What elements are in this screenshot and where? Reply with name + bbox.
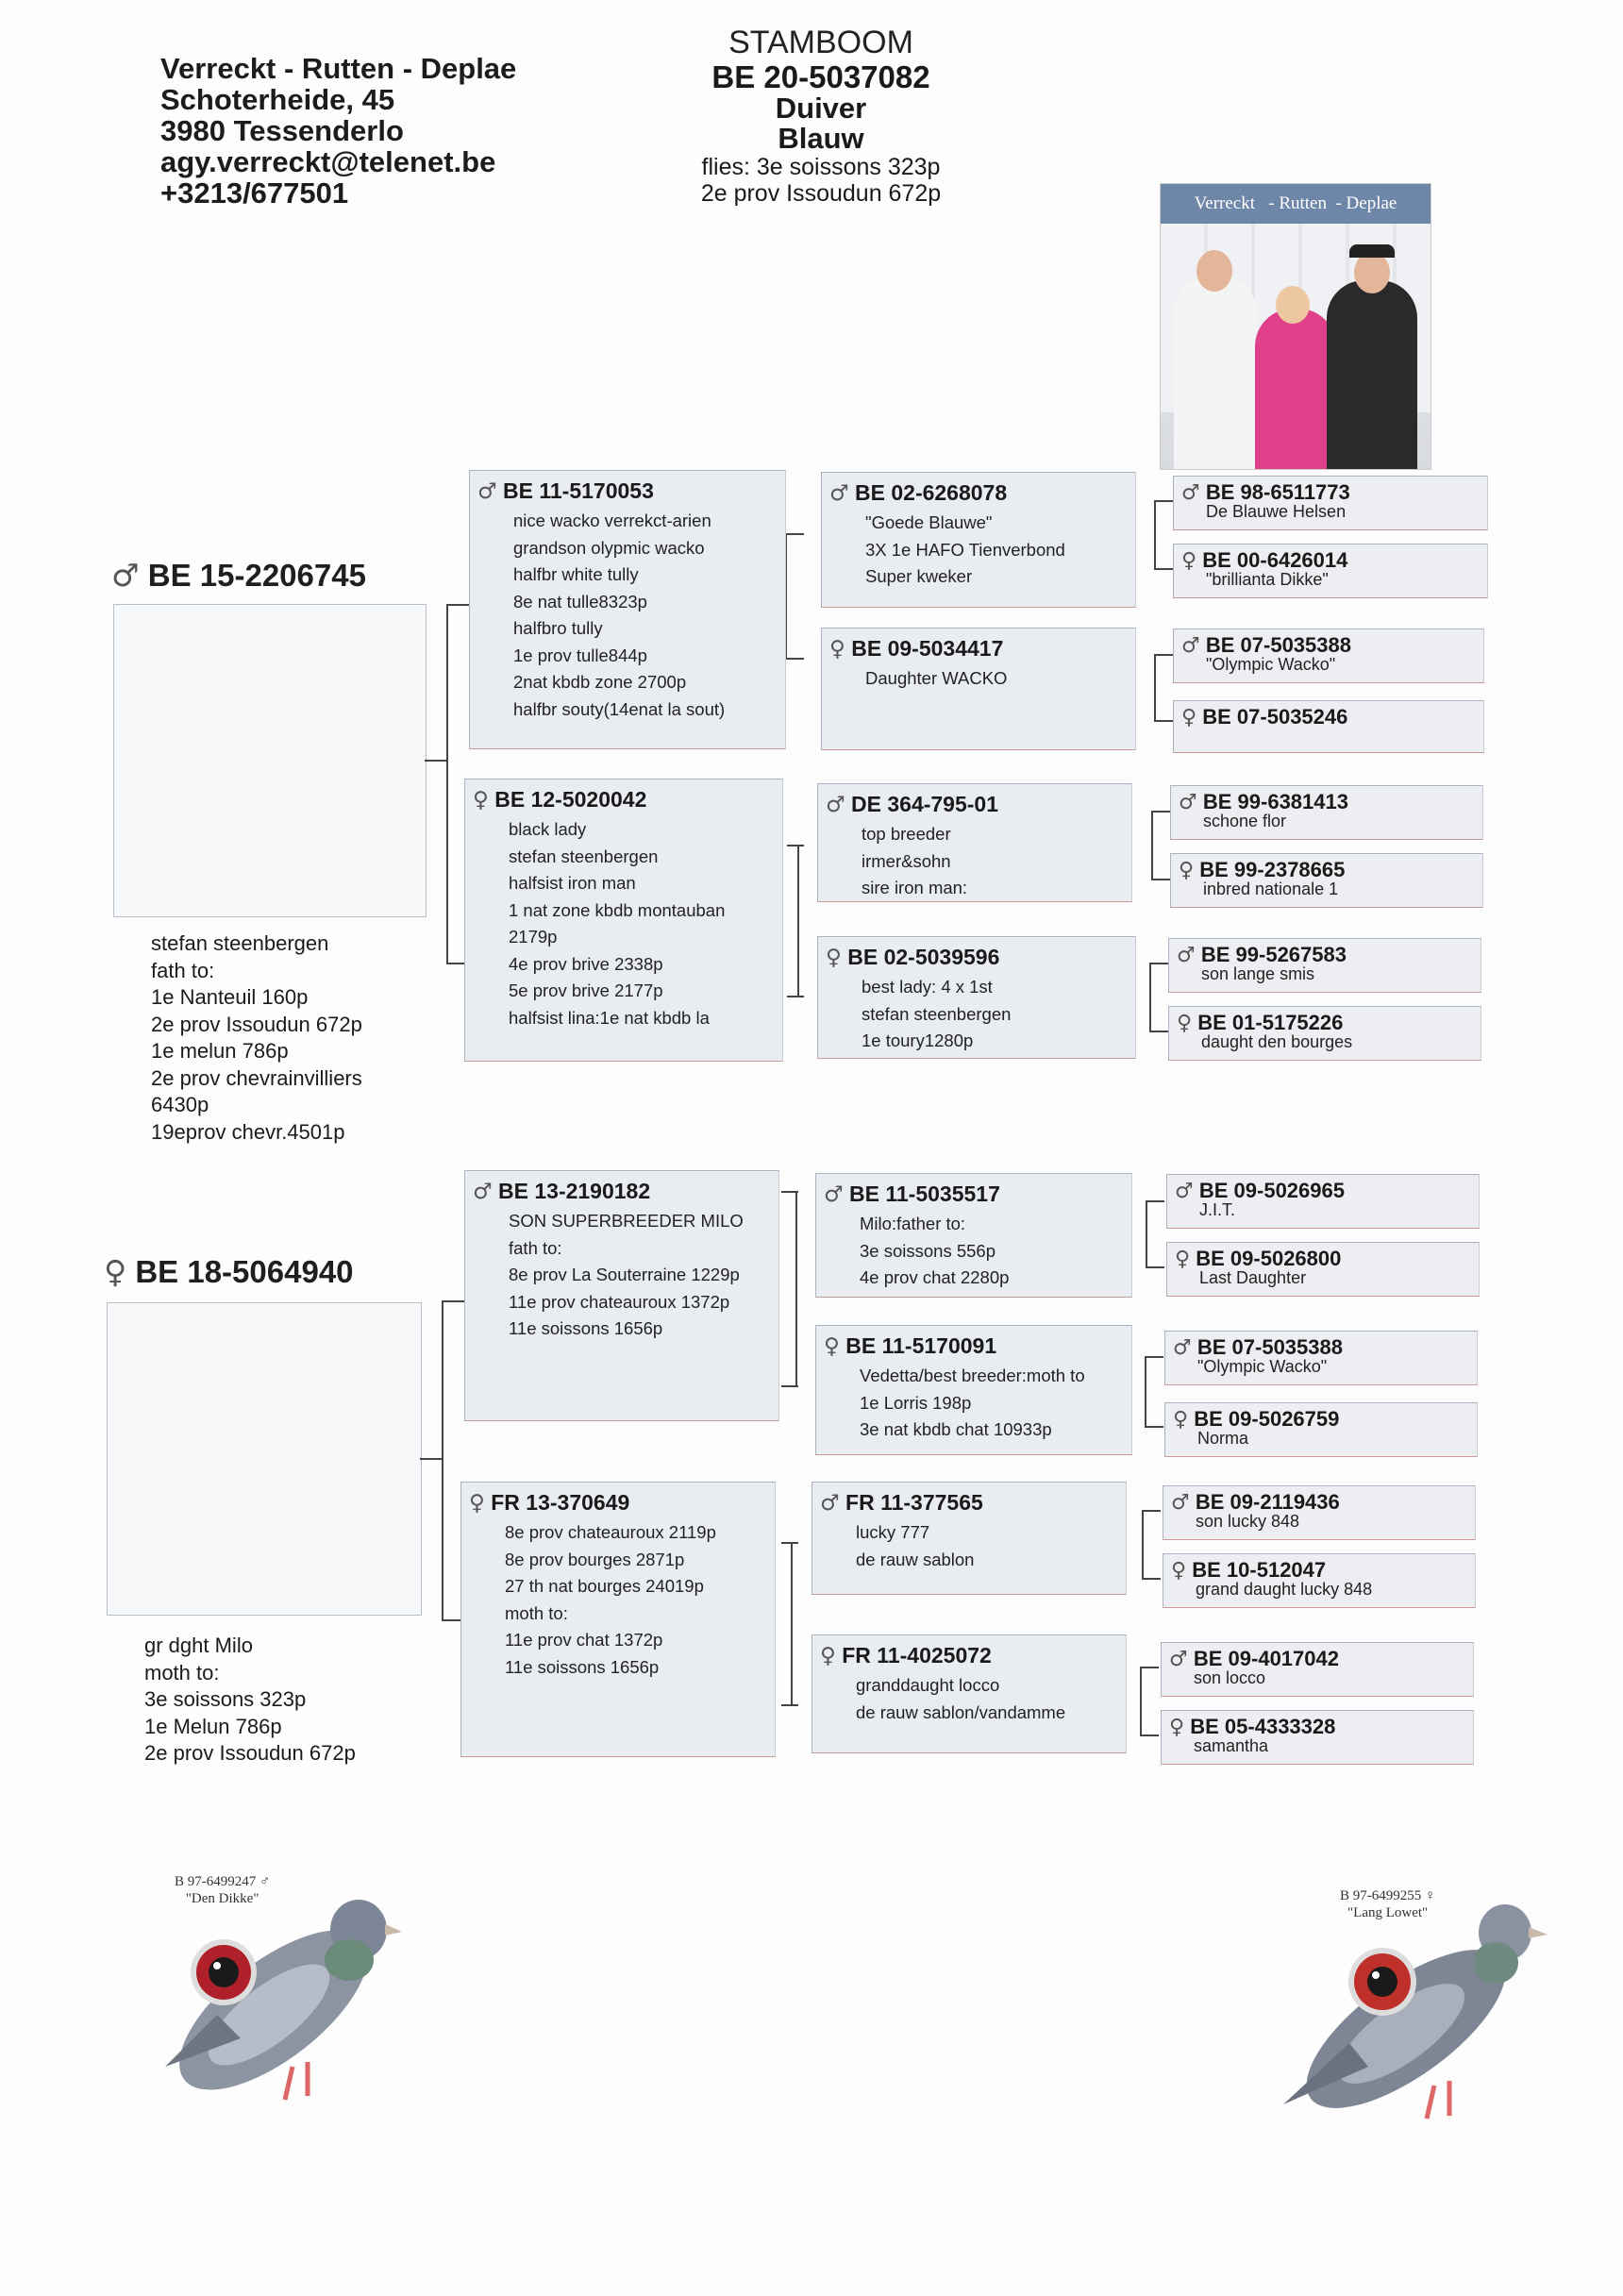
sex-symbol-icon: ♀ [1179,859,1195,882]
ancestor-bird-card-2 [1217,1887,1566,2142]
female-symbol-icon: ♀ [1425,1888,1436,1903]
owner-phone: +3213/677501 [160,176,349,209]
pedigree-note-line: Vedetta/best breeder:moth to [860,1366,1085,1385]
pedigree-note-line: 3e nat kbdb chat 10933p [860,1419,1052,1439]
pedigree-box-g3-3 [817,783,1132,902]
pedigree-box-g4-1 [1173,476,1488,530]
ring-number: ♀ BE 10-512047 [1171,1558,1327,1583]
male-symbol-icon: ♂ [259,1874,271,1889]
pedigree-note-line: top breeder [862,824,951,844]
sex-symbol-icon: ♂ [824,1182,844,1207]
pedigree-note-line: lucky 777 [856,1522,930,1542]
subject-result-2: 2e prov Issoudun 672p [700,180,942,207]
ancestor-bird-card-1 [75,1873,415,2137]
ring-number: ♂ BE 99-6381413 [1179,790,1348,814]
pedigree-box-g3-6 [815,1325,1132,1455]
pedigree-note-line: 8e prov bourges 2871p [505,1549,685,1569]
father-notes: stefan steenbergen fath to: 1e Nanteuil 160p 2e prov Issoudun 672p 1e melun 786p 2e prov chevrainvilliers 6430p 19eprov chevr.4501p [151,931,362,1144]
pedigree-note-line: 8e nat tulle8323p [513,591,647,612]
ring-number: ♂ BE 98-6511773 [1181,480,1350,505]
pedigree-box-g4-15 [1161,1642,1474,1697]
sex-symbol-icon: ♀ [1169,1716,1185,1739]
sex-symbol-icon: ♂ [1171,1491,1190,1515]
sex-symbol-icon: ♂ [473,1180,493,1204]
sex-symbol-icon: ♂ [829,481,849,506]
pedigree-note-line: irmer&sohn [862,850,951,871]
ring-number: ♂ BE 07-5035388 [1181,633,1351,658]
pigeon-illustration-icon [75,1873,415,2137]
bird-2-name: "Lang Lowet" [1347,1905,1429,1920]
sex-symbol-icon: ♂ [1175,1180,1194,1203]
pedigree-note-line: De Blauwe Helsen [1206,502,1347,521]
pedigree-note-line: halfbr white tully [513,564,639,584]
pedigree-box-g2-3 [464,1170,779,1421]
pedigree-box-g4-6 [1170,853,1483,908]
pedigree-note-line: daught den bourges [1201,1032,1353,1051]
pedigree-note-line: schone flor [1203,812,1287,830]
pedigree-note-line: 4e prov chat 2280p [860,1267,1010,1287]
owner-email[interactable]: agy.verreckt@telenet.be [160,145,496,178]
pedigree-note-line: SON SUPERBREEDER MILO [509,1211,744,1231]
ring-number: ♂ BE 11-5170053 [477,478,654,504]
female-symbol-icon: ♀ [104,1253,127,1290]
pedigree-note-line: de rauw sablon/vandamme [856,1701,1066,1722]
sex-symbol-icon: ♀ [829,637,845,662]
owner-name: Verreckt - Rutten - Deplae [160,52,517,85]
sex-symbol-icon: ♂ [1177,944,1196,967]
sex-symbol-icon: ♀ [469,1491,485,1516]
pedigree-note-line: 11e soissons 1656p [509,1318,663,1338]
pedigree-box-g4-12 [1164,1402,1478,1457]
sex-symbol-icon: ♂ [1179,791,1197,814]
pedigree-note-line: 5e prov brive 2177p [509,980,663,1000]
ring-number: ♀ BE 09-5026800 [1175,1247,1342,1271]
pedigree-note-line: "Goede Blauwe" [865,512,993,532]
page-title: STAMBOOM [728,25,913,60]
pedigree-note-line: sire iron man: [862,878,968,897]
sex-symbol-icon: ♂ [1181,634,1200,658]
pedigree-note-line: nice wacko verrekct-arien [513,511,711,530]
ring-number: ♀ FR 11-4025072 [820,1643,992,1668]
pedigree-box-g2-4 [460,1482,776,1757]
pedigree-box-g4-16 [1161,1710,1474,1765]
pedigree-box-g4-5 [1170,785,1483,840]
ring-number: ♂ FR 11-377565 [820,1490,983,1516]
pedigree-box-g4-13 [1163,1485,1476,1540]
pedigree-note-line: inbred nationale 1 [1203,880,1339,898]
pedigree-note-line: halfsist lina:1e nat kbdb la [509,1007,710,1028]
ring-number: ♀ BE 00-6426014 [1181,548,1348,573]
pedigree-box-g3-2 [821,628,1136,750]
pedigree-note-line: grand daught lucky 848 [1196,1580,1373,1599]
sex-symbol-icon: ♀ [826,946,842,970]
pedigree-box-g4-4 [1173,700,1484,753]
mother-ring-number: ♀ BE 18-5064940 [104,1253,354,1290]
ring-number: ♂ BE 07-5035388 [1173,1335,1343,1360]
pedigree-note-line: de rauw sablon [856,1549,975,1569]
photo-caption: Verreckt - Rutten - Deplae [1161,184,1431,224]
ring-number: ♂ DE 364-795-01 [826,792,999,817]
pedigree-note-line: 11e prov chateauroux 1372p [509,1291,730,1312]
pedigree-note-line: best lady: 4 x 1st [862,977,993,997]
pedigree-box-g4-2 [1173,544,1488,598]
pedigree-note-line: son lucky 848 [1196,1512,1300,1531]
mother-photo-frame [107,1302,422,1616]
pedigree-note-line: Super kweker [865,566,973,586]
ring-number: ♂ BE 09-4017042 [1169,1647,1339,1671]
ring-number: ♀ BE 05-4333328 [1169,1715,1336,1739]
pedigree-box-g2-1 [469,470,786,749]
pedigree-note-line: halfsist iron man [509,873,636,893]
father-ring-number: ♂ BE 15-2206745 [111,557,366,594]
pedigree-box-g3-5 [815,1173,1132,1298]
subject-color: Blauw [778,122,864,155]
sex-symbol-icon: ♀ [1173,1408,1189,1432]
sex-symbol-icon: ♀ [1177,1012,1193,1035]
ring-number: ♀ BE 09-5026759 [1173,1407,1340,1432]
pedigree-note-line: Last Daughter [1199,1268,1307,1287]
pedigree-note-line: J.I.T. [1199,1200,1236,1219]
sex-symbol-icon: ♂ [1173,1336,1192,1360]
pedigree-note-line: fath to: [509,1237,562,1258]
pedigree-note-line: 3X 1e HAFO Tienverbond [865,539,1065,560]
ring-number: ♂ BE 11-5035517 [824,1182,1000,1207]
owner-street: Schoterheide, 45 [160,83,395,116]
pedigree-note-line: 2179p [509,927,558,947]
sex-symbol-icon: ♂ [1169,1648,1188,1671]
pedigree-note-line: 1e Lorris 198p [860,1392,972,1413]
ring-number: ♀ BE 07-5035246 [1181,705,1348,729]
pedigree-box-g3-7 [812,1482,1127,1595]
pedigree-note-line: 1 nat zone kbdb montauban [509,899,726,920]
ring-number: ♀ BE 12-5020042 [473,787,647,813]
pedigree-note-line: "Olympic Wacko" [1206,655,1336,674]
pedigree-note-line: 8e prov chateauroux 2119p [505,1522,716,1542]
sex-symbol-icon: ♀ [473,788,489,813]
sex-symbol-icon: ♂ [477,479,497,504]
subject-sex: Duiver [775,92,867,125]
ring-number: ♀ FR 13-370649 [469,1490,630,1516]
pedigree-note-line: son lange smis [1201,964,1315,983]
mother-notes: gr dght Milo moth to: 3e soissons 323p 1e Melun 786p 2e prov Issoudun 672p [144,1634,356,1765]
pedigree-box-g4-9 [1166,1174,1480,1229]
pedigree-note-line: son locco [1194,1668,1266,1687]
ring-number: ♂ BE 02-6268078 [829,480,1008,506]
sex-symbol-icon: ♂ [826,793,845,817]
sex-symbol-icon: ♀ [1181,549,1197,573]
ring-number: ♂ BE 99-5267583 [1177,943,1347,967]
pedigree-note-line: black lady [509,819,587,839]
ring-number: ♀ BE 09-5034417 [829,636,1004,662]
pedigree-note-line: grandson olypmic wacko [513,537,705,558]
pedigree-box-g3-8 [812,1634,1127,1753]
sex-symbol-icon: ♀ [820,1644,836,1668]
pedigree-box-g4-7 [1168,938,1481,993]
pedigree-note-line: stefan steenbergen [862,1003,1012,1024]
pedigree-note-line: 1e toury1280p [862,1031,974,1050]
pedigree-note-line: 11e soissons 1656p [505,1656,660,1677]
pedigree-box-g4-14 [1163,1553,1476,1608]
pedigree-note-line: 2nat kbdb zone 2700p [513,672,687,692]
pedigree-header [661,25,981,207]
pedigree-box-g4-3 [1173,628,1484,683]
sex-symbol-icon: ♀ [1181,706,1197,729]
sex-symbol-icon: ♀ [1175,1248,1191,1271]
pedigree-note-line: stefan steenbergen [509,846,659,866]
owner-block [160,53,516,209]
pedigree-box-g2-2 [464,779,783,1062]
pedigree-box-g4-10 [1166,1242,1480,1297]
ring-number: ♀ BE 11-5170091 [824,1333,997,1359]
male-symbol-icon: ♂ [111,557,140,594]
subject-ring-number: BE 20-5037082 [711,59,930,94]
ring-number: ♂ BE 09-2119436 [1171,1490,1340,1515]
bird-1-ring: B 97-6499247 ♂ [175,1874,271,1889]
pedigree-note-line: Milo:father to: [860,1214,966,1233]
pedigree-note-line: halfbro tully [513,618,603,638]
father-photo-frame [113,604,427,917]
sex-symbol-icon: ♂ [1181,481,1200,505]
pedigree-note-line: 1e prov tulle844p [513,645,647,665]
ring-number: ♀ BE 02-5039596 [826,945,1000,970]
pedigree-box-g4-11 [1164,1331,1478,1385]
pedigree-note-line: "Olympic Wacko" [1197,1357,1328,1376]
ring-number: ♂ BE 09-5026965 [1175,1179,1345,1203]
subject-result-1: flies: 3e soissons 323p [701,154,941,180]
pedigree-box-g3-1 [821,472,1136,608]
pedigree-note-line: moth to: [505,1602,568,1623]
bird-2-ring: B 97-6499255 ♀ [1340,1888,1436,1903]
sex-symbol-icon: ♀ [1171,1559,1187,1583]
pedigree-box-g3-4 [817,936,1136,1059]
pedigree-note-line: granddaught locco [856,1675,1000,1695]
pedigree-note-line: samantha [1194,1736,1269,1755]
pedigree-note-line: 27 th nat bourges 24019p [505,1576,704,1596]
ring-number: ♀ BE 01-5175226 [1177,1011,1344,1035]
ring-number: ♀ BE 99-2378665 [1179,858,1346,882]
pedigree-note-line: 11e prov chat 1372p [505,1630,663,1650]
pedigree-note-line: 4e prov brive 2338p [509,953,663,974]
sex-symbol-icon: ♂ [820,1491,840,1516]
pedigree-note-line: 8e prov La Souterraine 1229p [509,1265,740,1284]
owner-city: 3980 Tessenderlo [160,114,404,147]
owners-photo [1160,183,1431,470]
bird-1-name: "Den Dikke" [185,1891,259,1906]
ring-number: ♂ BE 13-2190182 [473,1179,651,1204]
sex-symbol-icon: ♀ [824,1334,840,1359]
pigeon-illustration-icon [1217,1887,1566,2142]
pedigree-note-line: "brillianta Dikke" [1206,570,1329,589]
pedigree-note-line: 3e soissons 556p [860,1240,996,1261]
pedigree-box-g4-8 [1168,1006,1481,1061]
pedigree-note-line: Daughter WACKO [865,668,1008,688]
pedigree-note-line: Norma [1197,1429,1249,1448]
pedigree-note-line: halfbr souty(14enat la sout) [513,698,726,719]
